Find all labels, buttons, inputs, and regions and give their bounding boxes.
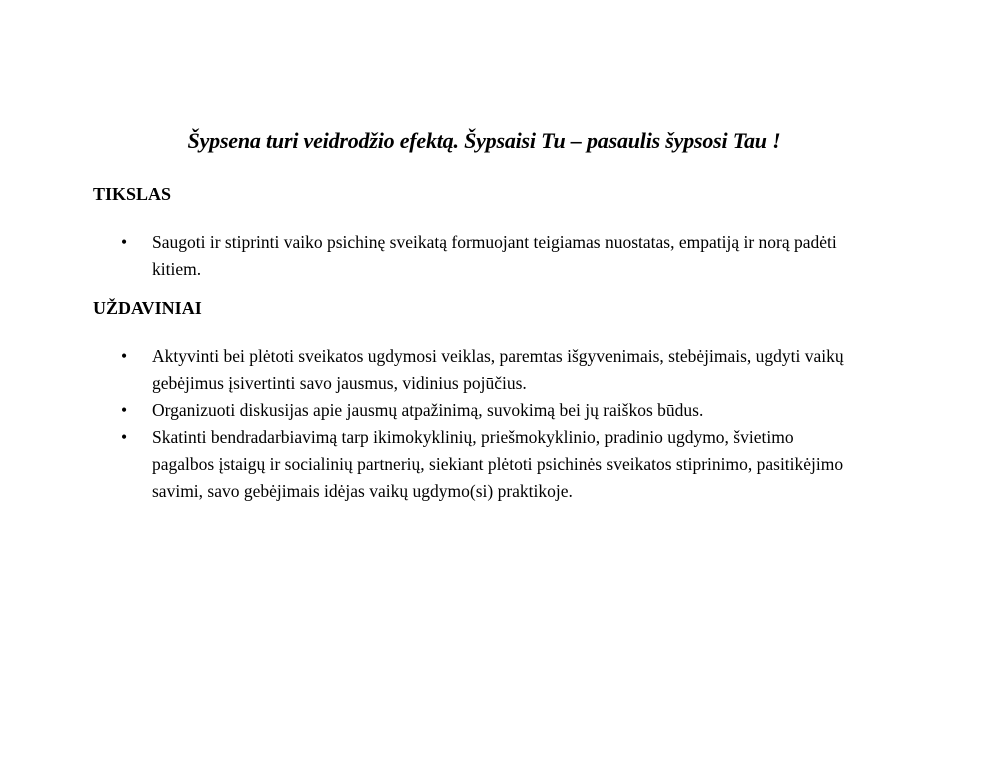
section-heading-tasks: UŽDAVINIAI [93, 298, 202, 318]
list-item [0, 424, 852, 505]
document-title: Šypsena turi veidrodžio efektą. Šypsaisi Tu – pasaulis šypsosi Tau ! [187, 128, 781, 153]
goal-list [0, 229, 1002, 283]
list-item [0, 343, 852, 397]
list-item-text: Skatinti bendradarbiavimą tarp ikimokyklinių, priešmokyklinio, pradinio ugdymo, švietimo pagalbos įstaigų ir socialinių partnerių, siekiant plėtoti psichinės sveikatos stiprinimo, pasitikėjimo savimi, savo gebėjimais idėjas vaikų ugdymo(si) praktikoje. [152, 427, 844, 501]
list-item-text: Organizuoti diskusijas apie jausmų atpažinimą, suvokimą bei jų raiškos būdus. [152, 400, 704, 420]
bullet-icon: • [121, 346, 128, 366]
tasks-list [0, 343, 1002, 505]
list-item [0, 397, 852, 424]
bullet-icon: • [121, 427, 128, 447]
section-heading-goal: TIKSLAS [93, 184, 172, 204]
bullet-icon: • [121, 400, 128, 420]
list-item-text: Saugoti ir stiprinti vaiko psichinę sveikatą formuojant teigiamas nuostatas, empatiją ir norą padėti kitiem. [152, 232, 837, 279]
list-item-text: Aktyvinti bei plėtoti sveikatos ugdymosi veiklas, paremtas išgyvenimais, stebėjimais, ugdyti vaikų gebėjimus įsivertinti savo jausmus, vidinius pojūčius. [152, 346, 844, 393]
bullet-icon: • [121, 232, 128, 252]
list-item [0, 229, 852, 283]
